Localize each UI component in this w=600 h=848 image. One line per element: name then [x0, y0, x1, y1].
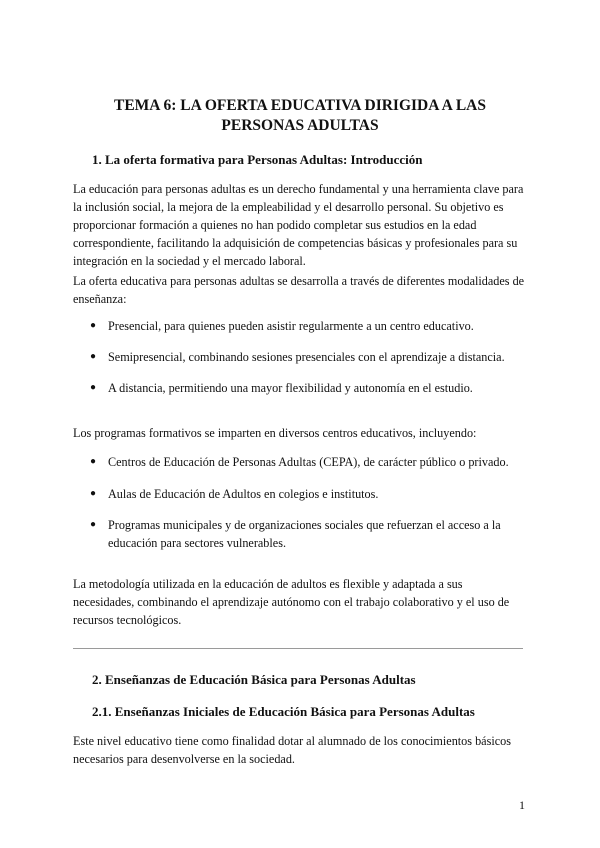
list-item-text: Semipresencial, combinando sesiones presenciales con el aprendizaje a distancia. — [108, 350, 505, 364]
section-2-1-paragraph: Este nivel educativo tiene como finalidad dotar al alumnado de los conocimientos básicos necesarios para desenvolverse en la sociedad. — [73, 734, 511, 766]
section-2-1-heading: 2.1. Enseñanzas Iniciales de Educación Básica para Personas Adultas — [92, 704, 475, 719]
section-1-paragraph-2: La oferta educativa para personas adultas se desarrolla a través de diferentes modalidades de enseñanza: — [73, 274, 525, 306]
list-item-modality-3 — [90, 379, 538, 397]
page-number: 1 — [519, 798, 525, 812]
list-item-text: Programas municipales y de organizaciones sociales que refuerzan el acceso a la educación para sectores vulnerables. — [108, 518, 501, 550]
list-item-center-2 — [90, 485, 538, 503]
bullet-icon: ● — [90, 351, 97, 362]
bullet-icon: ● — [90, 519, 97, 530]
bullet-icon: ● — [90, 382, 97, 393]
list-item-center-3 — [90, 516, 538, 552]
list-item-text: Centros de Educación de Personas Adultas (CEPA), de carácter público o privado. — [108, 455, 509, 469]
list-item-modality-1 — [90, 317, 538, 335]
section-1-paragraph-4: La metodología utilizada en la educación de adultos es flexible y adaptada a sus necesidades, combinando el aprendizaje autónomo con el trabajo colaborativo y el uso de recursos tecnológicos. — [73, 577, 510, 627]
list-item-text: Presencial, para quienes pueden asistir regularmente a un centro educativo. — [108, 319, 474, 333]
horizontal-divider — [73, 648, 523, 649]
section-1-paragraph-3: Los programas formativos se imparten en diversos centros educativos, incluyendo: — [73, 426, 477, 440]
list-item-modality-2 — [90, 348, 538, 366]
bullet-icon: ● — [90, 488, 97, 499]
bullet-icon: ● — [90, 456, 97, 467]
document-title: TEMA 6: LA OFERTA EDUCATIVA DIRIGIDA A LAS PERSONAS ADULTAS — [114, 97, 486, 134]
list-item-text: Aulas de Educación de Adultos en colegios e institutos. — [108, 487, 379, 501]
section-2-heading: 2. Enseñanzas de Educación Básica para Personas Adultas — [92, 672, 416, 687]
list-item-text: A distancia, permitiendo una mayor flexibilidad y autonomía en el estudio. — [108, 381, 473, 395]
list-item-center-1 — [90, 453, 538, 471]
section-1-heading: 1. La oferta formativa para Personas Adultas: Introducción — [92, 152, 423, 167]
section-1-paragraph-1: La educación para personas adultas es un derecho fundamental y una herramienta clave para la inclusión social, la mejora de la empleabilidad y el desarrollo personal. Su objetivo es proporcionar formación a quienes no han podido completar sus estudios en la edad correspondiente, facilitando la adquisición de competencias básicas y profesionales para su integración en la sociedad y el mercado laboral. — [73, 182, 524, 268]
bullet-icon: ● — [90, 320, 97, 331]
